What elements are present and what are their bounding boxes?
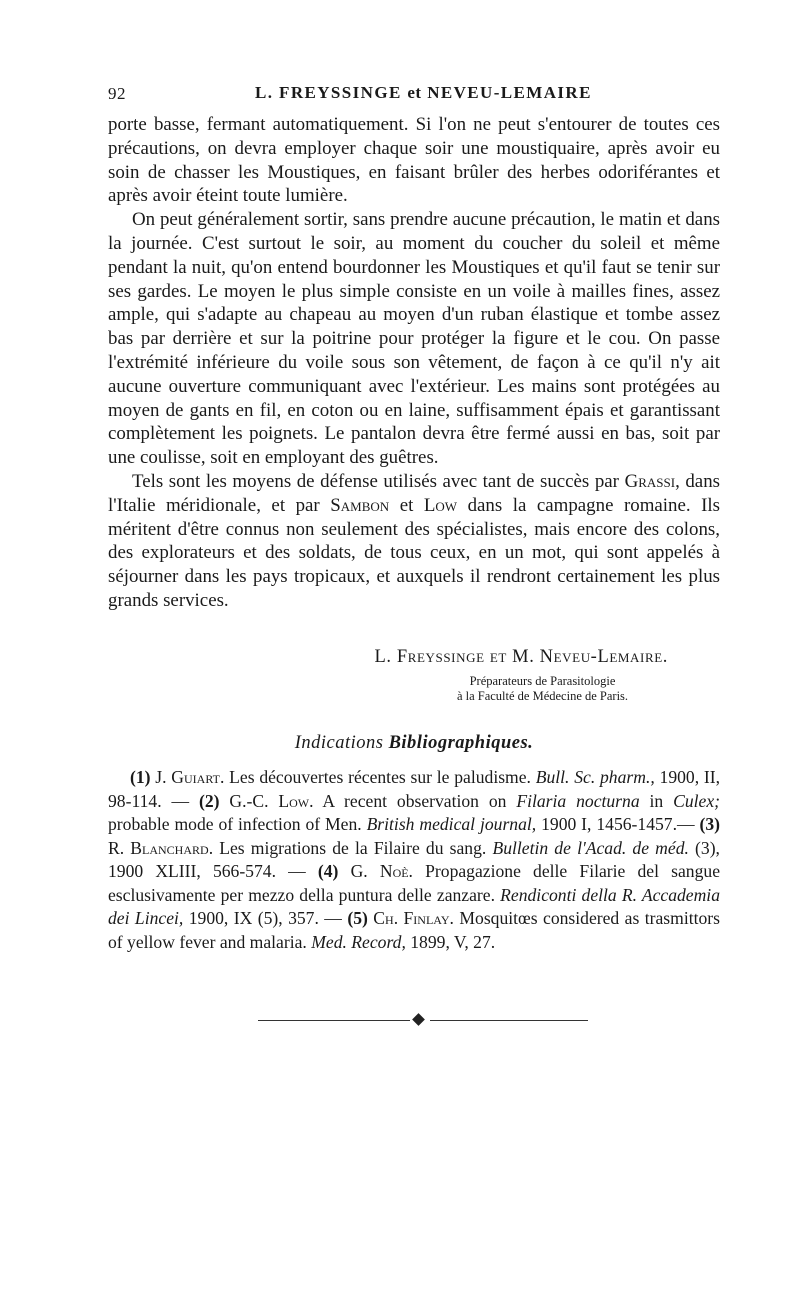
running-head (255, 83, 592, 103)
paragraph-1: porte basse, fermant automatiquement. Si l'on ne peut s'entourer de toutes ces précautions, on devra employer chaque soir une moustiquaire, après avoir eu soin de chasser les Moustiques, en faisant brûler des herbes odoriférantes et après avoir éteint toute lumière. (108, 114, 720, 207)
paragraph-3-part-a: Tels sont les moyens de défense utilisés avec tant de succès par (132, 470, 619, 492)
ref-5-num: (5) (347, 908, 368, 928)
ref-2-in: in (649, 790, 664, 811)
name-sambon: Sambon (330, 494, 390, 516)
bibliography-heading-b: Bibliographiques. (388, 733, 534, 753)
paragraph-3-part-c: et (399, 494, 414, 516)
paragraph-3-part-d: dans la campagne romaine. Ils méritent d'être connus non seulement des spécialistes, mais encore des colons, des explorateurs et des soldats, de tous ceux, en un mot, qui sont appelés à séjourner dans les pays tropicaux, et auxquels il rendront certainement les plus grands services. (108, 494, 720, 611)
ref-2-journal: British medical journal, (366, 814, 537, 834)
paragraph-2: On peut généralement sortir, sans prendre aucune précaution, le matin et dans la journée. C'est surtout le soir, au moment du coucher du soleil et même pendant la nuit, qu'on entend bourdonner les Moustiques et qu'il faut se tenir sur ses gardes. Le moyen le plus simple consiste en un voile à mailles fines, assez ample, qui s'adapte au chapeau au moyen d'un ruban élastique et tombe assez bas par derrière et sur la poitrine pour protéger la figure et le cou. On passe l'extrémité inférieure du voile sous son vêtement, de façon à ce qu'il n'y ait aucune ouverture communiquant avec l'extérieur. Les mains sont protégées au moyen de gants en fil, en coton ou en laine, suffisamment épais et garantissant complètement les poignets. Le pantalon devra être fermé aussi en bas, soit par une coulisse, soit en employant des guêtres. (108, 209, 720, 469)
ref-4-text: Propagazione delle Filarie del sangue esclusivamente per mezzo della puntura delle zanzare. (108, 861, 721, 905)
ref-4-tail: 1900, IX (5), 357. — (188, 908, 342, 928)
ref-4-num: (4) (317, 861, 339, 881)
affiliation-line-2: à la Faculté de Médecine de Paris. (456, 689, 629, 703)
ornament-rule-right (430, 1020, 588, 1021)
ref-1-num: (1) (130, 767, 151, 787)
ref-3-tail: (3), 1900 XLIII, 566-574. — (108, 837, 720, 881)
ornament-rule-left (258, 1020, 410, 1021)
ref-5-tail: 1899, V, 27. (410, 931, 496, 952)
ref-5-author: Ch. Finlay. (373, 908, 454, 928)
paragraph-3-part-b: , dans l'Italie méridionale, et par (108, 470, 720, 516)
ref-2-author: G.-C. Low. (229, 790, 314, 811)
paragraph-3 (108, 470, 720, 613)
ref-2-text2: probable mode of infection of Men. (108, 814, 362, 834)
end-ornament (258, 1010, 588, 1030)
running-head-author-b: NEVEU-LEMAIRE (427, 83, 592, 102)
ref-2-num: (2) (198, 790, 220, 811)
signature: L. Freyssinge et M. Neveu-Lemaire. (374, 647, 668, 667)
ref-2-text: A recent observation on (322, 790, 507, 811)
page-number: 92 (108, 84, 126, 103)
ref-3-author: R. Blanchard. (108, 837, 214, 858)
ref-4-journal: Rendiconti della R. Accademia dei Lincei, (108, 884, 720, 928)
ref-2-tail: 1900 I, 1456-1457.— (541, 814, 695, 834)
ref-4-author: G. Noè. (350, 861, 413, 881)
ref-1-author: J. Guiart. (155, 767, 225, 787)
ref-5-journal: Med. Record, (311, 931, 406, 952)
bibliography-heading-a: Indications (294, 733, 384, 753)
ref-2-genus: Culex; (673, 790, 720, 811)
body-text (108, 113, 720, 613)
running-head-conjunction: et (407, 83, 422, 102)
ref-5-text: Mosquitœs considered as trasmittors of yellow fever and malaria. (108, 908, 720, 952)
affiliation-line-1: Préparateurs de Parasitologie (469, 674, 616, 688)
ref-3-num: (3) (699, 814, 720, 834)
name-grassi: Grassi (624, 470, 676, 492)
running-head-author-a: L. FREYSSINGE (255, 83, 402, 102)
affiliation (400, 674, 685, 704)
ref-3-journal: Bulletin de l'Acad. de méd. (492, 837, 689, 858)
ref-1-text: Les découvertes récentes sur le paludisme. (229, 767, 531, 787)
ref-1-journal: Bull. Sc. pharm., (535, 767, 655, 787)
ref-1-tail: 1900, II, 98-114. — (108, 767, 721, 811)
references (108, 766, 720, 954)
bibliography-heading (108, 733, 720, 754)
name-low: Low (423, 494, 458, 516)
ref-2-species: Filaria nocturna (516, 790, 640, 811)
diamond-icon (412, 1013, 425, 1026)
ref-3-text: Les migrations de la Filaire du sang. (219, 837, 487, 858)
